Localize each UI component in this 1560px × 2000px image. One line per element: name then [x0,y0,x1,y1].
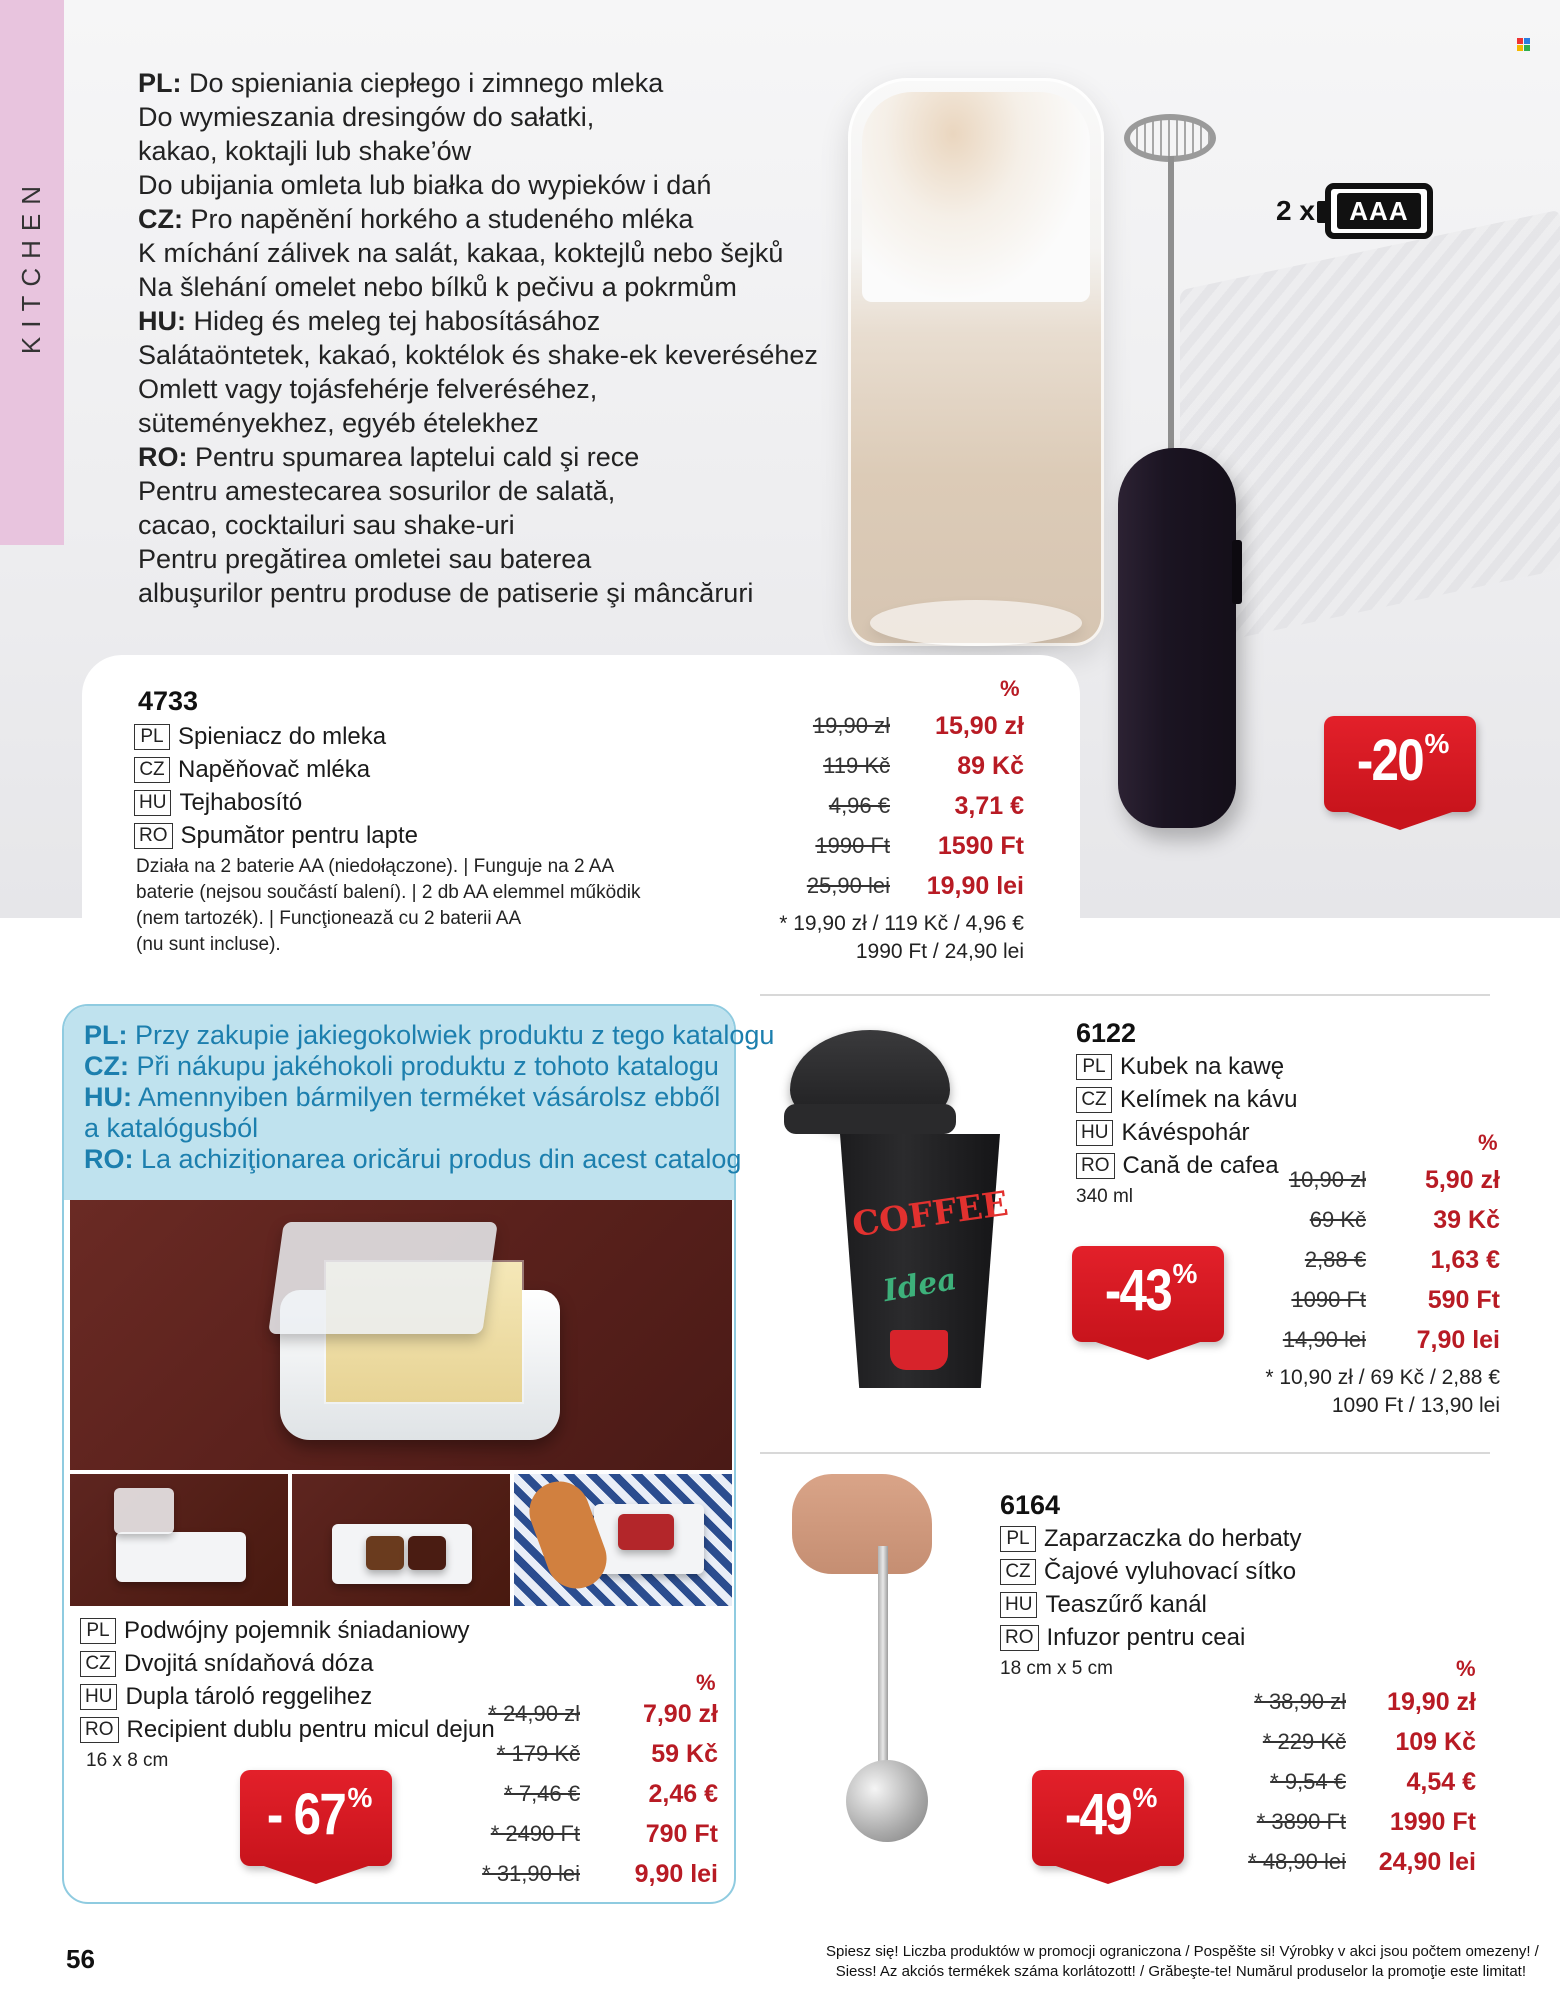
price-row [470,1694,718,1734]
old-price: * 179 Kč [496,1741,580,1766]
hero-line [138,474,838,508]
old-price: * 24,90 zł [488,1701,580,1726]
price-row [1256,1280,1500,1320]
lang-code: PL: [138,68,182,98]
discount-badge-6164 [1032,1770,1184,1866]
price-row [780,786,1024,826]
product-sku: 6122 [1076,1018,1137,1048]
new-price: 1590 Ft [937,831,1024,860]
old-price: 14,90 lei [1282,1327,1366,1352]
line-text: süteményekhez, egyéb ételekhez [138,408,539,438]
price-row [780,866,1024,906]
product-name: Kávéspohár [1121,1118,1250,1146]
old-price: * 2490 Ft [490,1821,580,1846]
hero-line [138,576,838,610]
product-name: Tejhabosító [179,788,303,816]
reference-line: 1990 Ft / 24,90 lei [855,940,1024,963]
lang-code: HU: [138,306,186,336]
old-price: 2,88 € [1304,1247,1366,1272]
line-text: cacao, cocktailuri sau shake-uri [138,510,515,540]
promo-line [84,1020,775,1051]
language-tag: RO [1076,1153,1115,1179]
price-row [470,1854,718,1894]
reference-line: * 19,90 zł / 119 Kč / 4,96 € [779,912,1024,935]
product-names [1000,1522,1320,1654]
price-row [1236,1842,1476,1882]
old-price: 25,90 lei [806,873,890,898]
old-price: * 3890 Ft [1256,1809,1346,1834]
side-tab-label: KITCHEN [16,176,47,354]
product-name: Spieniacz do mleka [178,722,387,750]
old-price: 19,90 zł [812,713,890,738]
language-tag: CZ [80,1651,116,1677]
lang-code: HU: [84,1082,132,1112]
percent-header: % [1478,1130,1498,1155]
language-tag: HU [80,1684,117,1710]
price-row [780,706,1024,746]
hero-line [138,440,838,474]
side-tab-label-wrap [0,170,64,360]
price-row [1256,1240,1500,1280]
new-price: 15,90 zł [935,711,1024,740]
new-price: 19,90 zł [1387,1687,1476,1716]
hero-line [138,406,838,440]
battery-label: AAA [1337,193,1421,229]
price-table [470,1694,718,1894]
product-size: 18 cm x 5 cm [1000,1658,1113,1679]
old-price: * 229 Kč [1262,1729,1346,1754]
new-price: 109 Kč [1395,1727,1476,1756]
lang-code: PL: [84,1020,128,1050]
line-text: kakao, koktajli lub shake’ów [138,136,472,166]
product-name-row [80,1614,540,1647]
battery-icon [1325,183,1433,239]
note-line: (nu sunt incluse). [136,934,281,955]
price-row [470,1774,718,1814]
price-row [1236,1682,1476,1722]
hand-image [792,1474,932,1574]
discount-value: -20 [1356,728,1423,793]
product-name-row [134,753,654,786]
old-price: 119 Kč [823,753,890,778]
product-name-row [1000,1588,1320,1621]
latte-glass-base [870,600,1082,646]
product-name: Cană de cafea [1122,1151,1279,1179]
discount-sign: % [1132,1782,1158,1813]
language-tag: PL [80,1618,116,1644]
battery-spec [1276,182,1436,240]
price-table [780,706,1024,906]
hero-line [138,236,838,270]
hero-line [138,270,838,304]
line-text: Omlett vagy tojásfehérje felveréséhez, [138,374,598,404]
frother-whisk [1124,114,1216,162]
new-price: 7,90 zł [642,1699,718,1728]
product-name: Čajové vyluhovací sítko [1044,1557,1297,1585]
line-text: Amennyiben bármilyen terméket vásárolsz ebből [138,1082,721,1112]
hero-description [138,66,838,610]
reference-line: * 10,90 zł / 69 Kč / 2,88 € [1265,1366,1500,1389]
line-text: Salátaöntetek, kakaó, koktélok és shake-ek keveréséhez [138,340,818,370]
old-price: 69 Kč [1309,1207,1366,1232]
price-row [1256,1320,1500,1360]
product-name: Kubek na kawę [1120,1052,1285,1080]
cup-lid-rim [784,1104,956,1134]
percent-header: % [696,1670,716,1695]
reference-price [1160,1364,1500,1420]
new-price: 3,71 € [954,791,1024,820]
price-row [470,1734,718,1774]
footer-line: Siess! Az akciós termékek száma korlátozott! / Grăbeşte-te! Numărul produselor la promoţie este limitat! [835,1963,1526,1980]
new-price: 4,54 € [1406,1767,1476,1796]
product-name-row [1000,1621,1320,1654]
cup-print-mug-icon [890,1330,948,1370]
product-name-row [134,819,654,852]
discount-badge-4733 [1324,716,1476,812]
product-size: 16 x 8 cm [86,1750,169,1771]
price-table [1236,1682,1476,1882]
product-name: Kelímek na kávu [1120,1085,1298,1113]
product-name: Zaparzaczka do herbaty [1044,1524,1302,1552]
product-name-row [80,1647,540,1680]
discount-value: - 67 [266,1782,345,1847]
hero-line [138,304,838,338]
old-price: 10,90 zł [1288,1167,1366,1192]
divider [760,1452,1490,1454]
promo-line [84,1051,724,1082]
line-text: Do ubijania omleta lub białka do wypieków i dań [138,170,712,200]
new-price: 7,90 lei [1416,1325,1500,1354]
line-text: La achiziţionarea oricărui produs din acest catalog [141,1144,742,1174]
promo-line [84,1082,724,1113]
price-row [470,1814,718,1854]
old-price: 1090 Ft [1291,1287,1366,1312]
product-name: Dvojitá snídaňová dóza [124,1649,374,1677]
product-name: Infuzor pentru ceai [1046,1623,1246,1651]
line-text: Pentru spumarea laptelui cald şi rece [195,442,640,472]
container-photo-3 [514,1474,732,1606]
container-lid [114,1488,174,1534]
language-tag: HU [1076,1120,1113,1146]
product-name-row [1076,1116,1396,1149]
product-name: Dupla tároló reggelihez [125,1682,373,1710]
old-price: * 38,90 zł [1254,1689,1346,1714]
frother-handle-image [1118,448,1236,828]
product-name-row [1076,1050,1396,1083]
new-price: 1990 Ft [1389,1807,1476,1836]
hero-line [138,134,838,168]
language-tag: HU [1000,1592,1037,1618]
infuser-rod [878,1546,888,1786]
hero-line [138,202,838,236]
line-text: Pentru pregătirea omletei sau baterea [138,544,592,574]
new-price: 1,63 € [1430,1245,1500,1274]
page-number: 56 [66,1944,95,1974]
product-name-row [134,786,654,819]
butter-dish-lid [268,1222,498,1334]
lang-code: RO: [138,442,188,472]
old-price: * 48,90 lei [1248,1849,1346,1874]
product-name-row [1000,1522,1320,1555]
jam [618,1514,674,1550]
container-photo-2 [292,1474,510,1606]
line-text: Do spieniania ciepłego i zimnego mleka [189,68,664,98]
price-row [1236,1762,1476,1802]
reference-line: 1090 Ft / 13,90 lei [1331,1394,1500,1417]
price-row [1236,1802,1476,1842]
line-text: Při nákupu jakéhokoli produktu z tohoto katalogu [136,1051,719,1081]
new-price: 59 Kč [651,1739,718,1768]
line-text: Pentru amestecarea sosurilor de salată, [138,476,616,506]
spread-left [366,1536,404,1570]
hero-line [138,542,838,576]
new-price: 39 Kč [1433,1205,1500,1234]
new-price: 790 Ft [645,1819,718,1848]
discount-sign: % [347,1782,373,1813]
hero-line [138,372,838,406]
note-line: Działa na 2 baterie AA (niedołączone). | Funguje na 2 AA [136,856,615,877]
line-text: Do wymieszania dresingów do sałatki, [138,102,595,132]
cup-print-top: COFFEE [849,1183,1011,1246]
product-name: Podwójny pojemnik śniadaniowy [124,1616,470,1644]
percent-header: % [1000,676,1020,701]
price-row [1256,1200,1500,1240]
product-name: Napěňovač mléka [178,755,371,783]
price-row [1236,1722,1476,1762]
old-price: * 7,46 € [504,1781,580,1806]
new-price: 5,90 zł [1424,1165,1500,1194]
product-name: Recipient dublu pentru micul dejun [126,1715,495,1743]
product-note [136,854,696,958]
old-price: * 31,90 lei [482,1861,580,1886]
product-name: Teaszűrő kanál [1045,1590,1207,1618]
line-text: albuşurilor pentru produse de patiserie şi mâncăruri [138,578,754,608]
language-tag: RO [80,1717,119,1743]
lang-code: RO: [84,1144,134,1174]
price-row [1256,1160,1500,1200]
language-tag: PL [134,724,170,750]
new-price: 19,90 lei [926,871,1024,900]
discount-sign: % [1424,728,1450,759]
language-tag: CZ [1000,1559,1036,1585]
language-tag: RO [134,823,173,849]
language-tag: PL [1076,1054,1112,1080]
hero-line [138,168,838,202]
frother-rod [1168,156,1174,456]
note-line: baterie (nejsou součástí balení). | 2 db AA elemmel működik [136,882,641,903]
product-name-row [1000,1555,1320,1588]
lang-code: CZ: [84,1051,129,1081]
latte-foam [862,92,1090,302]
product-name: Spumător pentru lapte [180,821,418,849]
new-price: 9,90 lei [634,1859,718,1888]
tea-infuser-image [846,1760,928,1842]
price-table [1256,1160,1500,1360]
hero-line [138,100,838,134]
line-text: a katalógusból [84,1113,259,1143]
footer-line: Spiesz się! Liczba produktów w promocji ograniczona / Pospěšte si! Výrobky v akci jsou počtem omezeny! / [826,1943,1539,1960]
price-row [780,746,1024,786]
product-sku: 6164 [1000,1490,1061,1520]
discount-badge-promo [240,1770,392,1866]
container-photo-1 [70,1474,288,1606]
spread-right [408,1536,446,1570]
new-price: 590 Ft [1427,1285,1500,1314]
hero-line [138,66,838,100]
battery-count: 2 x [1276,195,1315,226]
old-price: * 9,54 € [1270,1769,1346,1794]
hero-line [138,338,838,372]
note-line: (nem tartozék). | Funcţionează cu 2 baterii AA [136,908,522,929]
hero-line [138,508,838,542]
discount-badge-6122 [1072,1246,1224,1342]
line-text: Na šlehání omelet nebo bílků k pečivu a pokrmům [138,272,737,302]
product-names [134,720,654,852]
discount-value: -43 [1104,1258,1171,1323]
cup-print-bottom: Idea [880,1261,960,1310]
language-tag: HU [134,790,171,816]
language-tag: PL [1000,1526,1036,1552]
language-tag: CZ [1076,1087,1112,1113]
product-size: 340 ml [1076,1186,1134,1207]
divider [760,994,1490,996]
new-price: 89 Kč [957,751,1024,780]
container-box [116,1532,246,1582]
new-price: 2,46 € [648,1779,718,1808]
new-price: 24,90 lei [1378,1847,1476,1876]
line-text: Przy zakupie jakiegokolwiek produktu z tego katalogu [135,1020,775,1050]
discount-value: -49 [1064,1782,1131,1847]
line-text: Hideg és meleg tej habosításához [193,306,601,336]
reference-price [700,910,1024,966]
product-name-row [1076,1083,1396,1116]
price-row [780,826,1024,866]
language-tag: RO [1000,1625,1039,1651]
product-name-row [134,720,654,753]
line-text: K míchání zálivek na salát, kakaa, koktejlů nebo šejků [138,238,784,268]
promo-line [84,1113,724,1144]
discount-sign: % [1172,1258,1198,1289]
promo-line [84,1144,742,1175]
old-price: 1990 Ft [815,833,890,858]
line-text: Pro napěnění horkého a studeného mléka [190,204,694,234]
footer-disclaimer [826,1942,1539,1982]
corner-mark-icon [1517,38,1531,52]
frother-switch [1232,540,1242,604]
percent-header: % [1456,1656,1476,1681]
product-sku: 4733 [138,686,199,716]
lang-code: CZ: [138,204,183,234]
old-price: 4,96 € [828,793,890,818]
promo-text [84,1020,775,1175]
language-tag: CZ [134,757,170,783]
